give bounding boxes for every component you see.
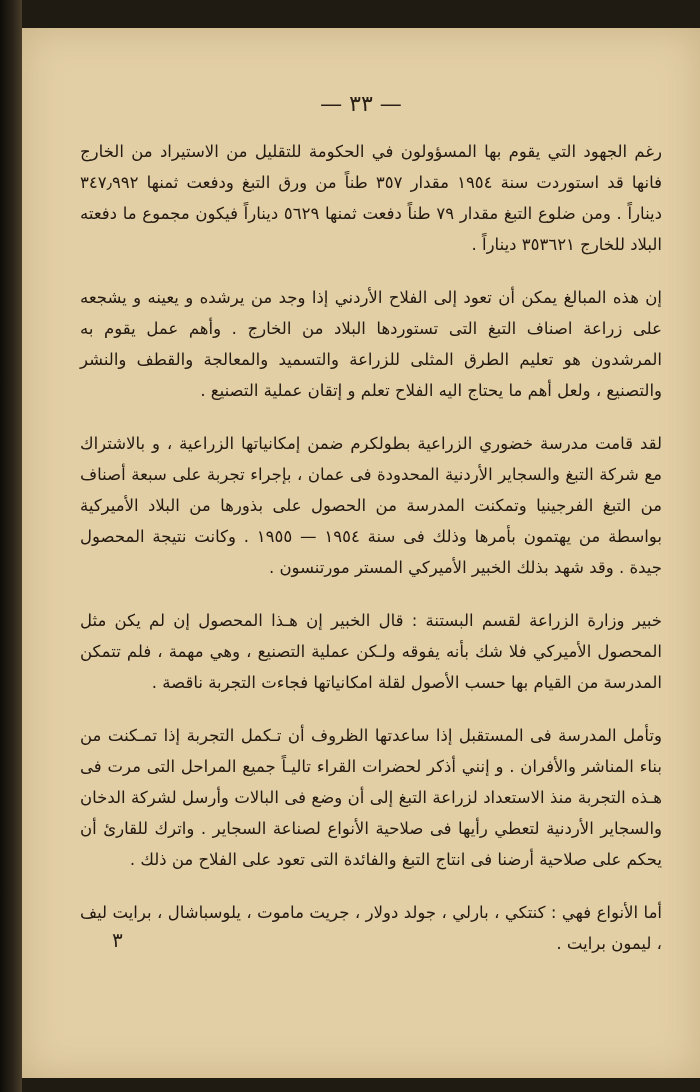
paragraph-future-hopes: وتأمل المدرسة فى المستقبل إذا ساعدتها الظروف أن تـكمل التجربة إذا تمـكنت من بناء المناشر والأفران . و إنني أذكر لحضرات القراء تاليـاً جميع المراحل التى مرت فى هـذه التجربة منذ الاستعداد لزراعة التبغ إلى أن وضع فى البالات وأرسل لشركة الدخان والسجاير الأردنية لتعطي رأيها فى صلاحية الأنواع لصناعة السجاير . واترك للقارئ أن يحكم على صلاحية أرضنا فى انتاج التبغ والفائدة التى تعود على الفلاح من ذلك .	[80, 726, 662, 869]
book-binding-edge	[0, 0, 22, 1092]
book-page	[22, 28, 700, 1078]
paragraph-tobacco-imports: رغم الجهود التي يقوم بها المسؤولون في الحكومة للتقليل من الاستيراد من الخارج فانها قد استوردت سنة ١٩٥٤ مقدار ٣٥٧ طناً من ورق التبغ ودفعت ثمنها ٣٤٧٫٩٩٢ ديناراً . ومن ضلوع التبغ مقدار ٧٩ طناً دفعت ثمنها ٥٦٢٩ ديناراً فيكون مجموع ما دفعته البلاد للخارج ٣٥٣٦٢١ ديناراً .	[80, 142, 662, 254]
paragraph-tobacco-varieties: أما الأنواع فهي : كنتكي ، بارلي ، جولد دولار ، جريت ماموت ، يلوسباشال ، برايت ليف ، ليمون برايت .	[80, 903, 662, 953]
signature-mark: ٣	[112, 928, 123, 952]
paragraph-farmer-guidance: إن هذه المبالغ يمكن أن تعود إلى الفلاح الأردني إذا وجد من يرشده و يعينه و يشجعه على زراعة اصناف التبغ التى تستوردها البلاد من الخارج . وأهم عمل يقوم به المرشدون هو تعليم الطرق المثلى للزراعة والتسميد والمعالجة والقطف والنشر والتصنيع ، ولعل أهم ما يحتاج اليه الفلاح تعلم و إتقان عملية التصنيع .	[80, 288, 662, 400]
paragraph-school-experiment: لقد قامت مدرسة خضوري الزراعية بطولكرم ضمن إمكانياتها الزراعية ، و بالاشتراك مع شركة التبغ والسجاير الأردنية المحدودة فى عمان ، بإجراء تجربة على سبعة أصناف من التبغ الفرجينيا وتمكنت المدرسة من الحصول على بذورها من البلاد الأميركية بواسطة من يهتمون بأمرها وذلك فى سنة ١٩٥٤ — ١٩٥٥ . وكانت نتيجة المحصول جيدة . وقد شهد بذلك الخبير الأميركي المستر مورتنسون .	[80, 434, 662, 577]
page-body	[80, 136, 662, 981]
paragraph-expert-opinion: خبير وزارة الزراعة لقسم البستنة : قال الخبير إن هـذا المحصول إن لم يكن مثل المحصول الأميركي فلا شك بأنه يفوقه ولـكن عملية التصنيع ، وهي مهمة ، فلم تتمكن المدرسة من القيام بها حسب الأصول لقلة امكانياتها فجاءت التجربة ناقصة .	[80, 611, 662, 692]
page-number: — ٣٣ —	[320, 92, 402, 117]
